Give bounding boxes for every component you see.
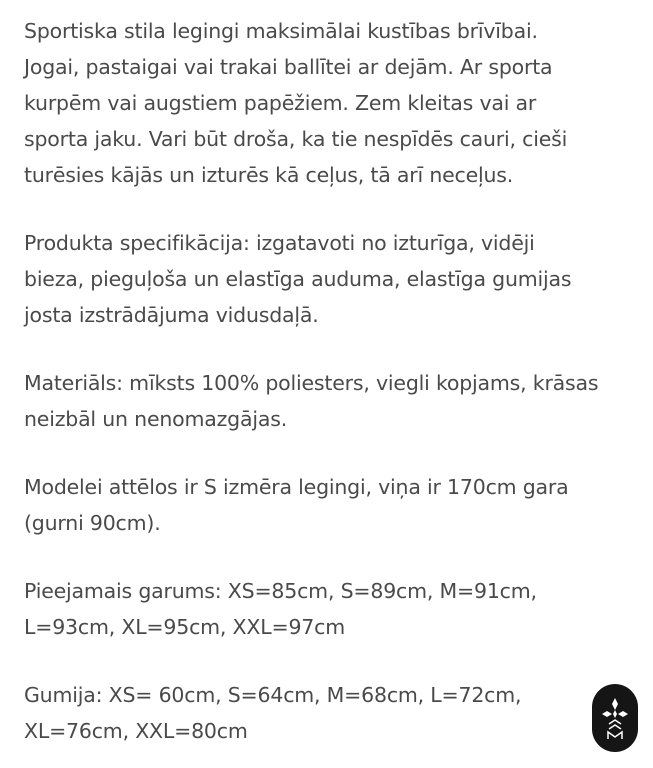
description-lengths: Pieejamais garums: XS=85cm, S=89cm, M=91cm, L=93cm, XL=95cm, XXL=97cm xyxy=(24,579,537,639)
brand-logo-icon xyxy=(592,684,638,752)
description-model-size: Modelei attēlos ir S izmēra legingi, viņa ir 170cm gara (gurni 90cm). xyxy=(24,475,569,535)
description-waistband: Gumija: XS= 60cm, S=64cm, M=68cm, L=72cm, XL=76cm, XXL=80cm xyxy=(24,683,522,743)
product-description xyxy=(24,13,639,768)
description-material: Materiāls: mīksts 100% poliesters, viegli kopjams, krāsas neizbāl un nenomazgājas. xyxy=(24,371,599,431)
floating-brand-button[interactable] xyxy=(592,684,638,752)
description-intro: Sportiska stila legingi maksimālai kustības brīvībai. Jogai, pastaigai vai trakai ballītei ar dejām. Ar sporta kurpēm vai augstiem papēžiem. Zem kleitas vai ar sporta jaku. Vari būt droša, ka tie nespīdēs cauri, cieši turēsies kājās un izturēs kā ceļus, tā arī neceļus. xyxy=(24,19,568,187)
description-specification: Produkta specifikācija: izgatavoti no izturīga, vidēji bieza, pieguļoša un elastīga auduma, elastīga gumijas josta izstrādājuma vidusdaļā. xyxy=(24,231,572,327)
